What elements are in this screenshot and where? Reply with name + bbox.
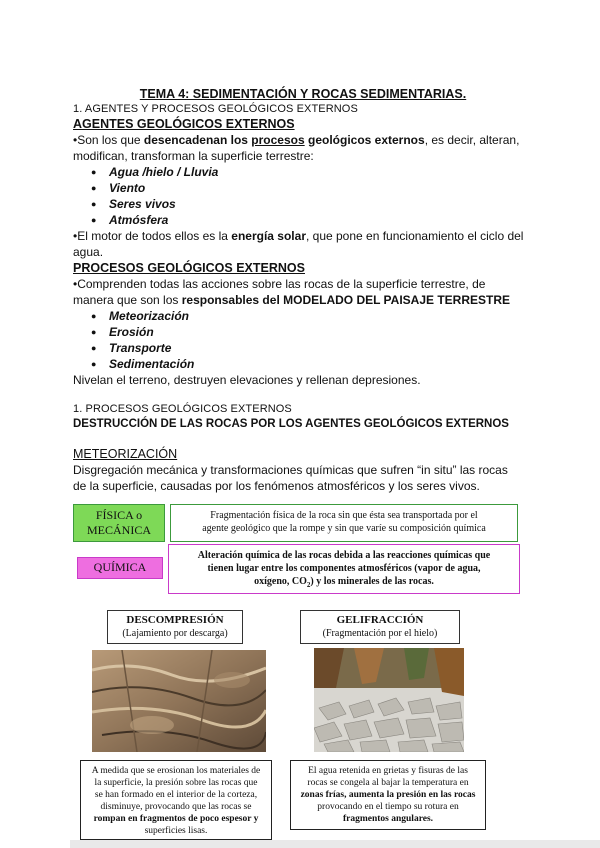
section2-label: 1. PROCESOS GEOLÓGICOS EXTERNOS [73, 403, 292, 415]
page-footer-bar [70, 840, 600, 848]
procesos-closing: Nivelan el terreno, destruyen elevaciones y rellenan depresiones. [73, 373, 421, 387]
descompresion-title-box: DESCOMPRESIÓN (Lajamiento por descarga) [107, 610, 243, 644]
procesos-intro: •Comprenden todas las acciones sobre las rocas de la superficie terrestre, de [73, 277, 486, 291]
gelifraccion-title-box: GELIFRACCIÓN (Fragmentación por el hielo) [300, 610, 460, 644]
section2-heading: DESTRUCCIÓN DE LAS ROCAS POR LOS AGENTES GEOLÓGICOS EXTERNOS [73, 418, 509, 430]
agentes-list [91, 164, 533, 228]
procesos-heading: PROCESOS GEOLÓGICOS EXTERNOS [73, 261, 305, 275]
fisica-label-box: FÍSICA o MECÁNICA [73, 504, 165, 542]
quimica-label-box: QUÍMICA [77, 557, 163, 579]
fisica-description-box: Fragmentación física de la roca sin que ésta sea transportada por el agente geológico que la rompe y sin que varíe su composición química [170, 504, 518, 542]
agentes-intro-line2: modifican, transforman la superficie terrestre: [73, 149, 314, 163]
motor-text: •El motor de todos ellos es la energía solar, que pone en funcionamiento el ciclo del [73, 229, 524, 243]
procesos-intro-line2: manera que son los responsables del MODELADO DEL PAISAJE TERRESTRE [73, 293, 511, 307]
agentes-heading: AGENTES GEOLÓGICOS EXTERNOS [73, 117, 295, 131]
descompresion-caption: A medida que se erosionan los materiales de la superficie, la presión sobre las rocas que se han formado en el interior de la corteza, disminuye, provocando que las rocas se rompan en fragmentos de poco espesor y superficies lisas. [80, 760, 272, 840]
list-item: ● Agua /hielo / Lluvia [91, 164, 533, 180]
list-item: ● Erosión [91, 324, 533, 340]
gelifraccion-caption: El agua retenida en grietas y fisuras de las rocas se congela al bajar la temperatura en zonas frías, aumenta la presión en las rocas provocando en el tiempo su rotura en fragmentos angulares. [290, 760, 486, 830]
list-item: ● Viento [91, 180, 533, 196]
list-item: ● Atmósfera [91, 212, 533, 228]
list-item: ● Transporte [91, 340, 533, 356]
list-item: ● Seres vivos [91, 196, 533, 212]
document-page [73, 87, 533, 494]
gelifraccion-photo [314, 648, 464, 752]
list-item: ● Meteorización [91, 308, 533, 324]
meteorizacion-line1: Disgregación mecánica y transformaciones químicas que sufren “in situ” las rocas [73, 463, 508, 477]
section1-label: 1. AGENTES Y PROCESOS GEOLÓGICOS EXTERNOS [73, 103, 358, 115]
descompresion-photo [92, 650, 266, 752]
meteorizacion-heading: METEORIZACIÓN [73, 447, 178, 461]
meteorizacion-line2: de la superficie, causadas por los fenómenos atmosféricos y los seres vivos. [73, 479, 480, 493]
agentes-intro: •Son los que desencadenan los procesos geológicos externos, es decir, alteran, [73, 133, 520, 147]
page-title: TEMA 4: SEDIMENTACIÓN Y ROCAS SEDIMENTARIAS. [139, 87, 467, 101]
list-item: ● Sedimentación [91, 356, 533, 372]
motor-text-line2: agua. [73, 245, 104, 259]
rock-exfoliation-image [92, 650, 266, 752]
procesos-list [91, 308, 533, 372]
quimica-description-box: Alteración química de las rocas debida a las reacciones químicas que tienen lugar entre los componentes atmosféricos (vapor de agua, oxígeno, $CO_2$) y los minerales de las rocas. [168, 544, 520, 594]
frost-shattered-rocks-image [314, 648, 464, 752]
